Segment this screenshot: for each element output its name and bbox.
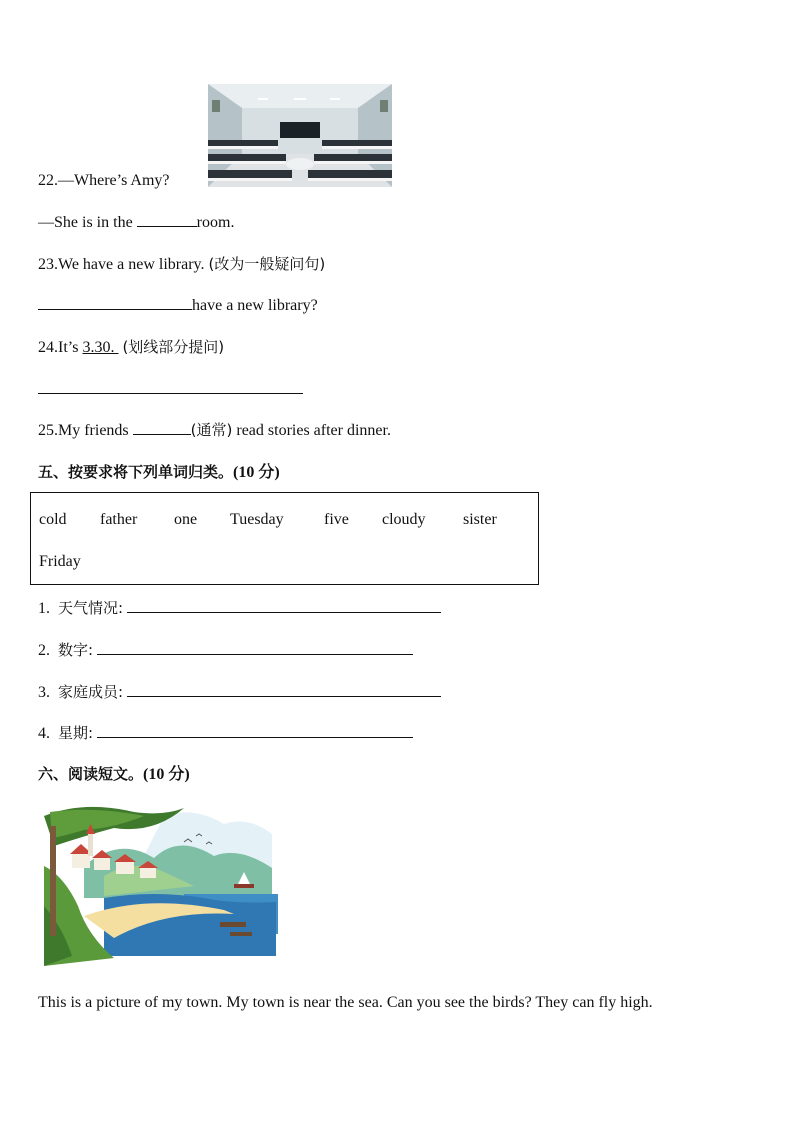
category-label-weather: 天气情况:: [58, 599, 124, 617]
q23-line2: [38, 295, 318, 316]
q23-question: 23.We have a new library.: [38, 256, 205, 273]
q25-hint: (通常): [190, 421, 233, 439]
category-blank-weekdays[interactable]: [97, 723, 413, 738]
category-label-numbers: 数字:: [58, 641, 94, 659]
category-blank-family[interactable]: [127, 682, 441, 697]
q24-blank[interactable]: [38, 379, 303, 394]
q25-prefix: 25.My friends: [38, 422, 133, 439]
computer-room-image: [208, 84, 392, 187]
category-item-1: [38, 598, 441, 619]
reading-passage: [38, 993, 653, 1013]
q25-blank[interactable]: [133, 420, 191, 435]
category-item-3: [38, 682, 441, 703]
section5-title-text: 五、按要求将下列单词归类。: [38, 463, 234, 481]
q22-answer-prefix: —She is in the: [38, 214, 137, 231]
q25-line: [38, 420, 391, 441]
section6-score: (10 分): [143, 766, 190, 783]
category-label-family: 家庭成员:: [58, 683, 124, 701]
section6-title-text: 六、阅读短文。: [38, 765, 144, 783]
seaside-town-image: [44, 806, 278, 966]
category-label-weekdays: 星期:: [58, 724, 94, 742]
word-bank-item: sister: [463, 511, 497, 528]
q25-suffix: read stories after dinner.: [232, 422, 391, 439]
q24-prefix: 24.It’s: [38, 339, 83, 356]
q22-line2: [38, 212, 234, 233]
word-bank-item: five: [324, 511, 349, 528]
category-number: 3.: [38, 684, 50, 701]
category-number: 4.: [38, 725, 50, 742]
category-number: 1.: [38, 600, 50, 617]
q24-line1: [38, 337, 224, 358]
word-bank-item: father: [100, 511, 138, 528]
q24-instruction: (划线部分提问): [122, 338, 225, 356]
q23-blank[interactable]: [38, 295, 192, 310]
category-item-2: [38, 640, 413, 661]
word-bank-item: one: [174, 511, 198, 528]
q22-blank[interactable]: [137, 212, 197, 227]
q23-line1: [38, 254, 325, 275]
reading-passage-text: This is a picture of my town. My town is near the sea. Can you see the birds? They can fly high.: [38, 994, 653, 1011]
q24-answer-line: [38, 379, 303, 400]
category-item-4: [38, 723, 413, 744]
q22-question: 22.—Where’s Amy?: [38, 172, 170, 189]
q22-answer-suffix: room.: [196, 214, 235, 231]
q23-instruction: (改为一般疑问句): [208, 255, 326, 273]
section6-title: [38, 764, 190, 785]
section5-title: [38, 462, 280, 483]
category-number: 2.: [38, 642, 50, 659]
q23-answer-suffix: have a new library?: [192, 297, 318, 314]
category-blank-weather[interactable]: [127, 598, 441, 613]
word-bank-item: Friday: [39, 553, 81, 570]
q22-line1: [38, 171, 170, 191]
word-bank-item: cold: [39, 511, 67, 528]
word-bank-item: Tuesday: [230, 511, 284, 528]
section5-score: (10 分): [233, 464, 280, 481]
category-blank-numbers[interactable]: [97, 640, 413, 655]
q24-underlined-time: 3.30.: [82, 339, 119, 356]
word-bank-item: cloudy: [382, 511, 426, 528]
word-bank: [30, 492, 539, 585]
